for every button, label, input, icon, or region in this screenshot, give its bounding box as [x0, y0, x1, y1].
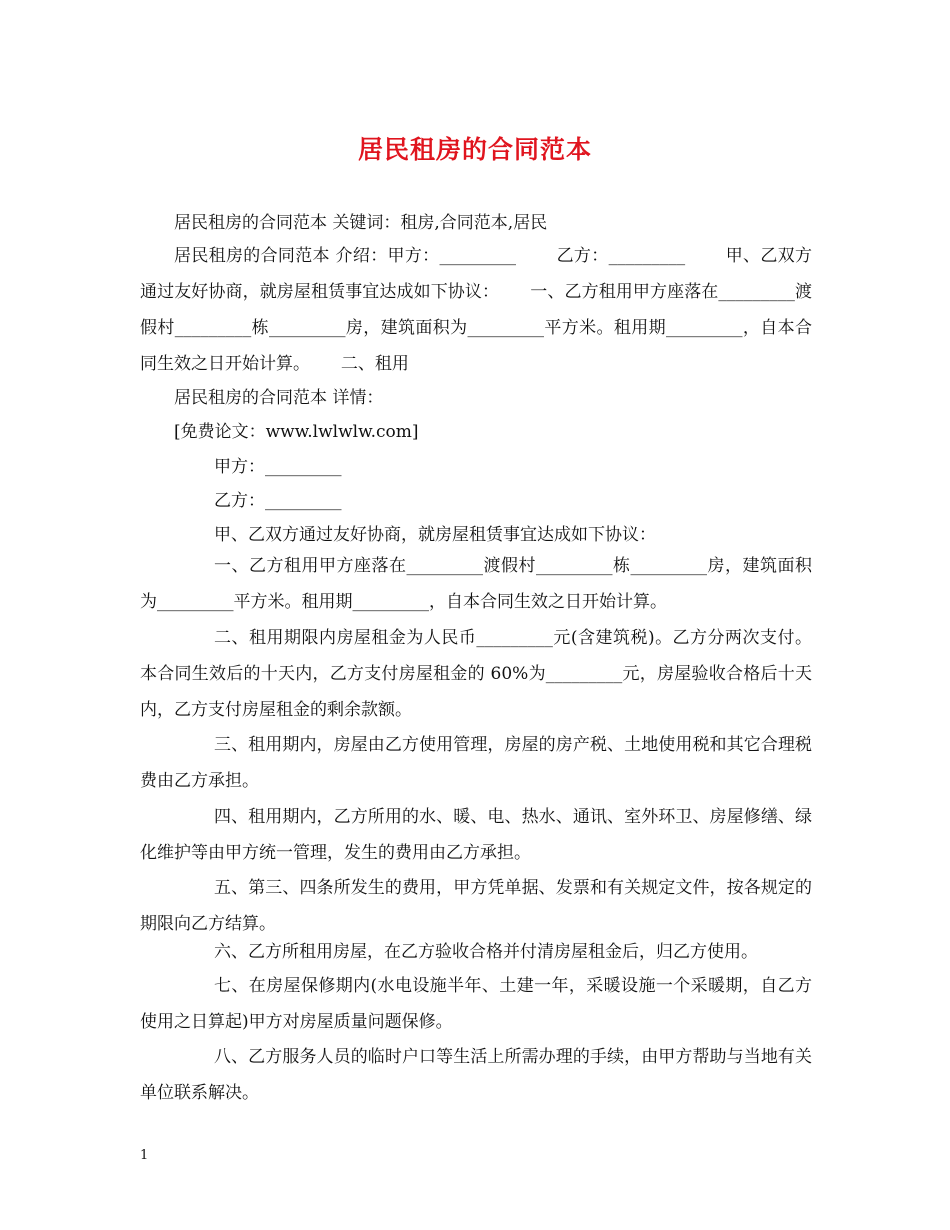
free-paper-line: [免费论文：www.lwlwlw.com] [174, 422, 419, 442]
clause-8: 八、乙方服务人员的临时户口等生活上所需办理的手续，由甲方帮助与当地有关单位联系解决。 [140, 1047, 812, 1103]
clause-7: 七、在房屋保修期内(水电设施半年、土建一年，采暖设施一个采暖期，自乙方使用之日算起)甲方对房屋质量问题保修。 [140, 976, 812, 1032]
page-number: 1 [140, 1148, 149, 1163]
intro-paragraph: 居民租房的合同范本 介绍：甲方：_________ 乙方：_________ 甲、乙双方通过友好协商，就房屋租赁事宜达成如下协议： 一、乙方租用甲方座落在_________渡假村_________栋_________房，建筑面积为_________平方米。租用期_________，自本合同生效之日开始计算。 二、租用 [140, 246, 812, 374]
clause-5: 五、第三、四条所发生的费用，甲方凭单据、发票和有关规定文件，按各规定的期限向乙方结算。 [140, 878, 812, 934]
keywords-line: 居民租房的合同范本 关键词：租房,合同范本,居民 [174, 213, 548, 233]
clause-2: 二、租用期限内房屋租金为人民币_________元(含建筑税)。乙方分两次支付。本合同生效后的十天内，乙方支付房屋租金的 60%为_________元，房屋验收合格后十天内，乙方支付房屋租金的剩余款额。 [140, 628, 812, 720]
clause-4: 四、租用期内，乙方所用的水、暖、电、热水、通讯、室外环卫、房屋修缮、绿化维护等由甲方统一管理，发生的费用由乙方承担。 [140, 807, 812, 863]
clause-1: 一、乙方租用甲方座落在_________渡假村_________栋_________房，建筑面积为_________平方米。租用期_________，自本合同生效之日开始计算。 [140, 556, 812, 612]
party-b-line: 乙方：_________ [214, 491, 342, 511]
agreement-intro: 甲、乙双方通过友好协商，就房屋租赁事宜达成如下协议： [214, 525, 656, 545]
party-a-line: 甲方：_________ [214, 457, 342, 477]
document-title: 居民租房的合同范本 [357, 135, 592, 164]
clause-6: 六、乙方所租用房屋，在乙方验收合格并付清房屋租金后，归乙方使用。 [214, 942, 758, 962]
clause-3: 三、租用期内，房屋由乙方使用管理，房屋的房产税、土地使用税和其它合理税费由乙方承担。 [140, 735, 812, 791]
detail-heading: 居民租房的合同范本 详情： [174, 388, 384, 408]
